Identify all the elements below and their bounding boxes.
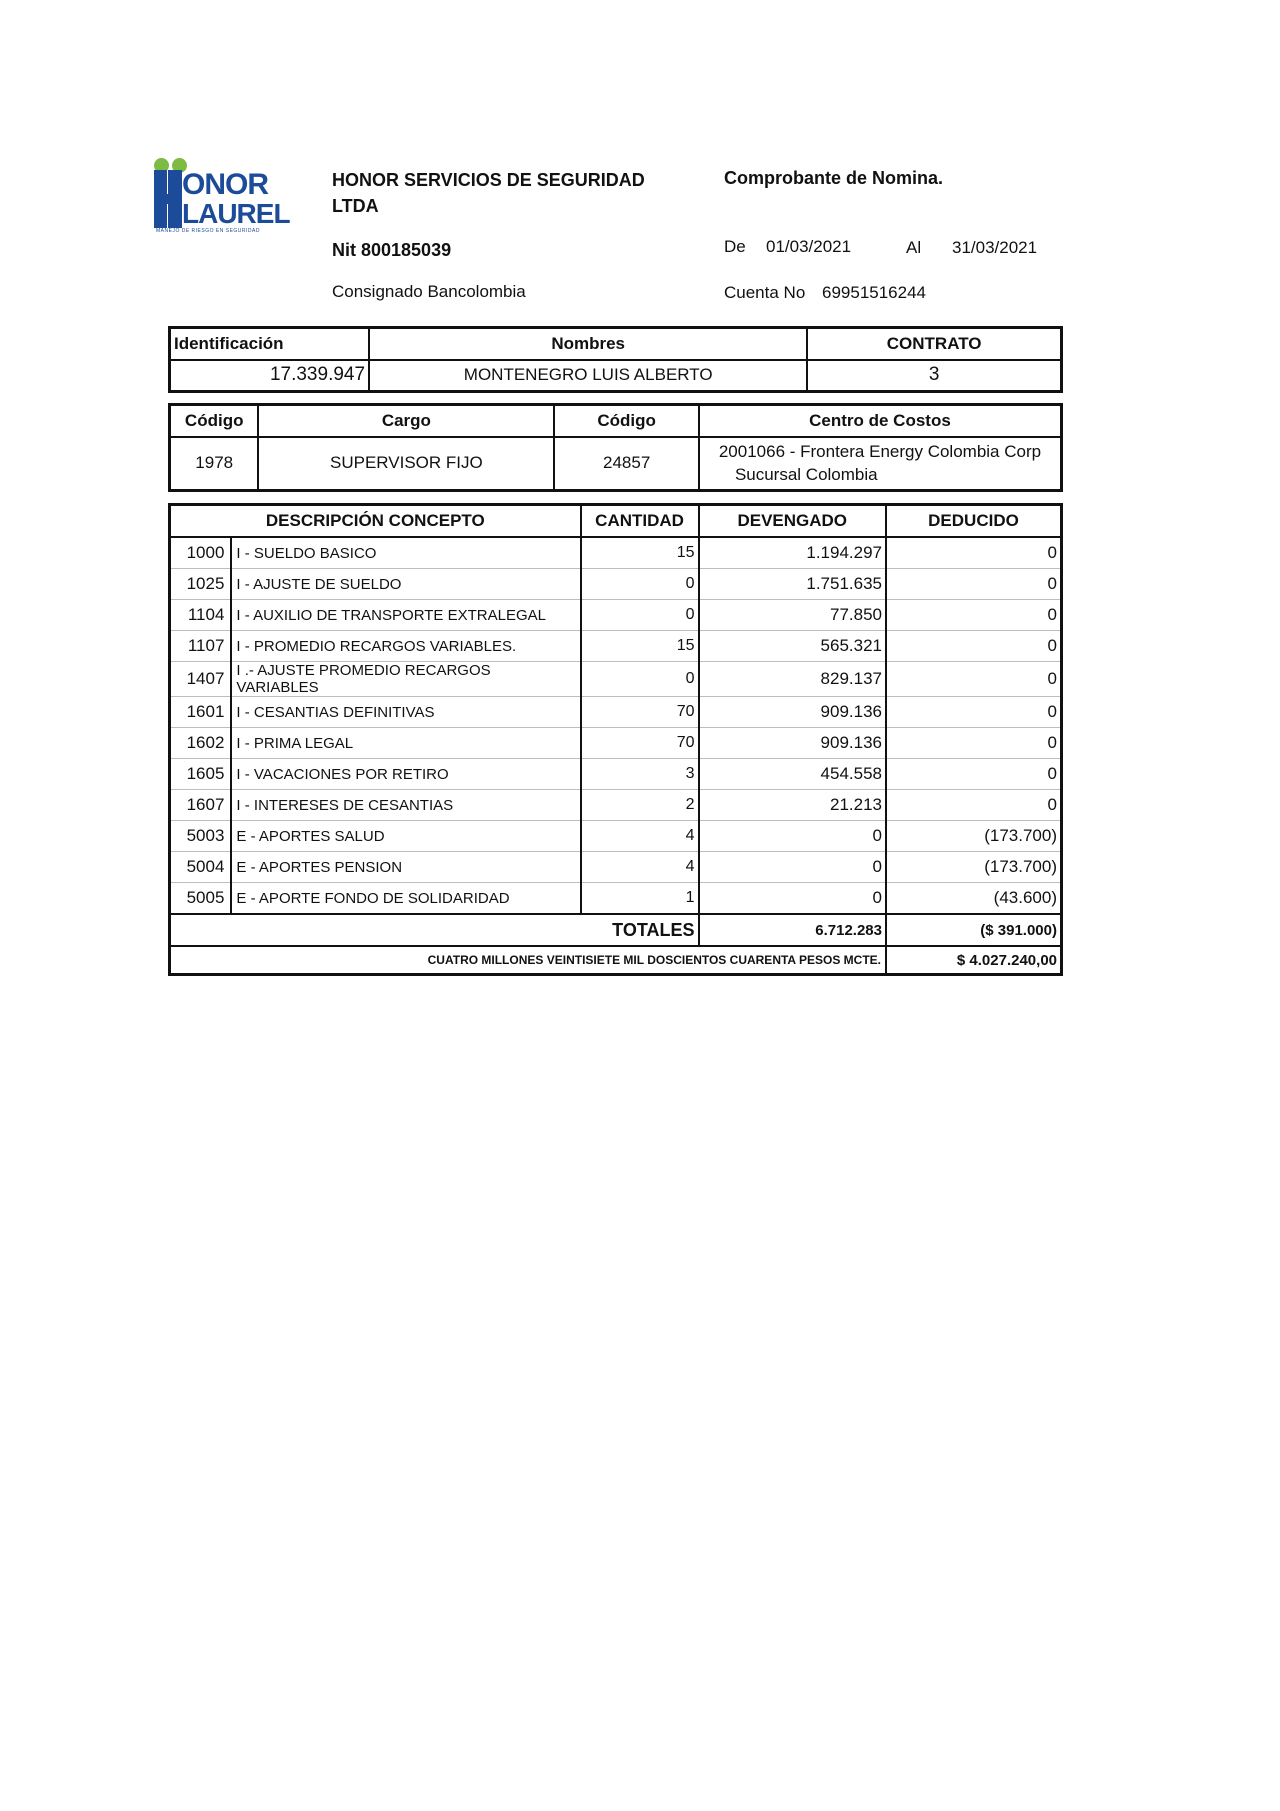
- concept-quantity: 2: [581, 790, 699, 821]
- concept-description: I .- AJUSTE PROMEDIO RECARGOS VARIABLES: [231, 662, 580, 697]
- concept-description: I - PRIMA LEGAL: [231, 728, 580, 759]
- concept-code: 1104: [170, 600, 232, 631]
- concept-quantity: 4: [581, 852, 699, 883]
- cost-center-line2: Sucursal Colombia: [734, 465, 878, 485]
- concept-code: 1607: [170, 790, 232, 821]
- concept-code: 5004: [170, 852, 232, 883]
- concept-row: [170, 852, 1062, 883]
- concept-code: 1602: [170, 728, 232, 759]
- position-cost-code: 24857: [554, 437, 699, 491]
- concept-earned: 21.213: [699, 790, 887, 821]
- concept-quantity: 70: [581, 697, 699, 728]
- account-label: Cuenta No: [724, 283, 806, 302]
- concept-description: I - VACACIONES POR RETIRO: [231, 759, 580, 790]
- concept-row: [170, 600, 1062, 631]
- concept-quantity: 15: [581, 537, 699, 569]
- concept-code: 1605: [170, 759, 232, 790]
- concept-row: [170, 821, 1062, 852]
- concept-code: 1025: [170, 569, 232, 600]
- concept-description: I - INTERESES DE CESANTIAS: [231, 790, 580, 821]
- concept-deducted: 0: [886, 790, 1062, 821]
- concept-description: I - PROMEDIO RECARGOS VARIABLES.: [231, 631, 580, 662]
- concept-quantity: 4: [581, 821, 699, 852]
- concept-code: 1000: [170, 537, 232, 569]
- account-number: 69951516244: [822, 283, 927, 302]
- voucher-title: Comprobante de Nomina.: [724, 168, 944, 188]
- company-name-line1: HONOR SERVICIOS DE SEGURIDAD: [332, 170, 645, 190]
- concept-quantity: 15: [581, 631, 699, 662]
- concept-quantity: 0: [581, 662, 699, 697]
- concept-description: E - APORTE FONDO DE SOLIDARIDAD: [231, 883, 580, 915]
- logo-line1: ONOR: [182, 168, 268, 201]
- company-nit: Nit 800185039: [332, 240, 452, 260]
- concept-row: [170, 883, 1062, 915]
- concept-deducted: 0: [886, 631, 1062, 662]
- header-contract: CONTRATO: [807, 328, 1061, 360]
- position-code: 1978: [170, 437, 259, 491]
- concept-code: 1107: [170, 631, 232, 662]
- concept-earned: 0: [699, 821, 887, 852]
- header-identification: Identificación: [170, 328, 370, 360]
- header-names: Nombres: [369, 328, 807, 360]
- concept-deducted: 0: [886, 697, 1062, 728]
- concept-deducted: 0: [886, 759, 1062, 790]
- concept-description: I - AUXILIO DE TRANSPORTE EXTRALEGAL: [231, 600, 580, 631]
- concept-row: [170, 790, 1062, 821]
- to-label: Al: [906, 238, 922, 257]
- concept-quantity: 1: [581, 883, 699, 915]
- employee-table: [168, 326, 1063, 393]
- concept-row: [170, 631, 1062, 662]
- header-deducted: DEDUCIDO: [886, 505, 1062, 538]
- concept-row: [170, 662, 1062, 697]
- concept-code: 5003: [170, 821, 232, 852]
- concept-earned: 565.321: [699, 631, 887, 662]
- header-code: Código: [170, 405, 259, 437]
- to-date: 31/03/2021: [952, 238, 1038, 257]
- concept-earned: 1.194.297: [699, 537, 887, 569]
- concept-description: E - APORTES PENSION: [231, 852, 580, 883]
- concept-code: 5005: [170, 883, 232, 915]
- header-role: Cargo: [258, 405, 554, 437]
- payment-method: Consignado Bancolombia: [332, 282, 526, 301]
- concept-earned: 1.751.635: [699, 569, 887, 600]
- concept-earned: 77.850: [699, 600, 887, 631]
- header-description: DESCRIPCIÓN CONCEPTO: [170, 505, 581, 538]
- concept-earned: 829.137: [699, 662, 887, 697]
- from-date: 01/03/2021: [766, 237, 852, 256]
- total-earned: 6.712.283: [699, 914, 887, 946]
- header-quantity: CANTIDAD: [581, 505, 699, 538]
- concept-description: E - APORTES SALUD: [231, 821, 580, 852]
- concept-earned: 0: [699, 883, 887, 915]
- header-cost-code: Código: [554, 405, 699, 437]
- concept-deducted: (173.700): [886, 852, 1062, 883]
- concept-code: 1407: [170, 662, 232, 697]
- concept-rows: [170, 537, 1062, 914]
- logo-tagline: MANEJO DE RIESGO EN SEGURIDAD: [156, 228, 260, 234]
- concept-row: [170, 728, 1062, 759]
- concept-deducted: (43.600): [886, 883, 1062, 915]
- totals-label: TOTALES: [170, 914, 699, 946]
- concept-deducted: 0: [886, 600, 1062, 631]
- amount-in-words: CUATRO MILLONES VEINTISIETE MIL DOSCIENTOS CUARENTA PESOS MCTE.: [170, 946, 887, 975]
- concept-earned: 909.136: [699, 728, 887, 759]
- concept-code: 1601: [170, 697, 232, 728]
- concept-quantity: 3: [581, 759, 699, 790]
- concept-earned: 909.136: [699, 697, 887, 728]
- concept-row: [170, 759, 1062, 790]
- company-logo: [154, 156, 290, 238]
- concept-deducted: 0: [886, 569, 1062, 600]
- company-name-line2: LTDA: [332, 196, 379, 216]
- total-deducted: ($ 391.000): [886, 914, 1062, 946]
- net-amount: $ 4.027.240,00: [886, 946, 1062, 975]
- from-label: De: [724, 237, 746, 256]
- concept-earned: 454.558: [699, 759, 887, 790]
- position-table: [168, 403, 1063, 492]
- header-earned: DEVENGADO: [699, 505, 887, 538]
- logo-line2: LAUREL: [182, 198, 290, 229]
- concepts-table: [168, 503, 1063, 976]
- concept-quantity: 0: [581, 600, 699, 631]
- concept-deducted: 0: [886, 662, 1062, 697]
- logo-h-bridge-icon: [154, 194, 182, 204]
- concept-quantity: 70: [581, 728, 699, 759]
- position-role: SUPERVISOR FIJO: [258, 437, 554, 491]
- concept-deducted: 0: [886, 537, 1062, 569]
- position-cost-center: [699, 437, 1062, 491]
- cost-center-line1: 2001066 - Frontera Energy Colombia Corp: [718, 442, 1042, 462]
- concept-deducted: 0: [886, 728, 1062, 759]
- concept-description: I - CESANTIAS DEFINITIVAS: [231, 697, 580, 728]
- employee-id: 17.339.947: [170, 360, 370, 392]
- concept-row: [170, 537, 1062, 569]
- concept-quantity: 0: [581, 569, 699, 600]
- concept-earned: 0: [699, 852, 887, 883]
- employee-contract: 3: [807, 360, 1061, 392]
- employee-names: MONTENEGRO LUIS ALBERTO: [369, 360, 807, 392]
- concept-description: I - SUELDO BASICO: [231, 537, 580, 569]
- concept-row: [170, 569, 1062, 600]
- concept-row: [170, 697, 1062, 728]
- concept-deducted: (173.700): [886, 821, 1062, 852]
- concept-description: I - AJUSTE DE SUELDO: [231, 569, 580, 600]
- header-cost-center: Centro de Costos: [699, 405, 1062, 437]
